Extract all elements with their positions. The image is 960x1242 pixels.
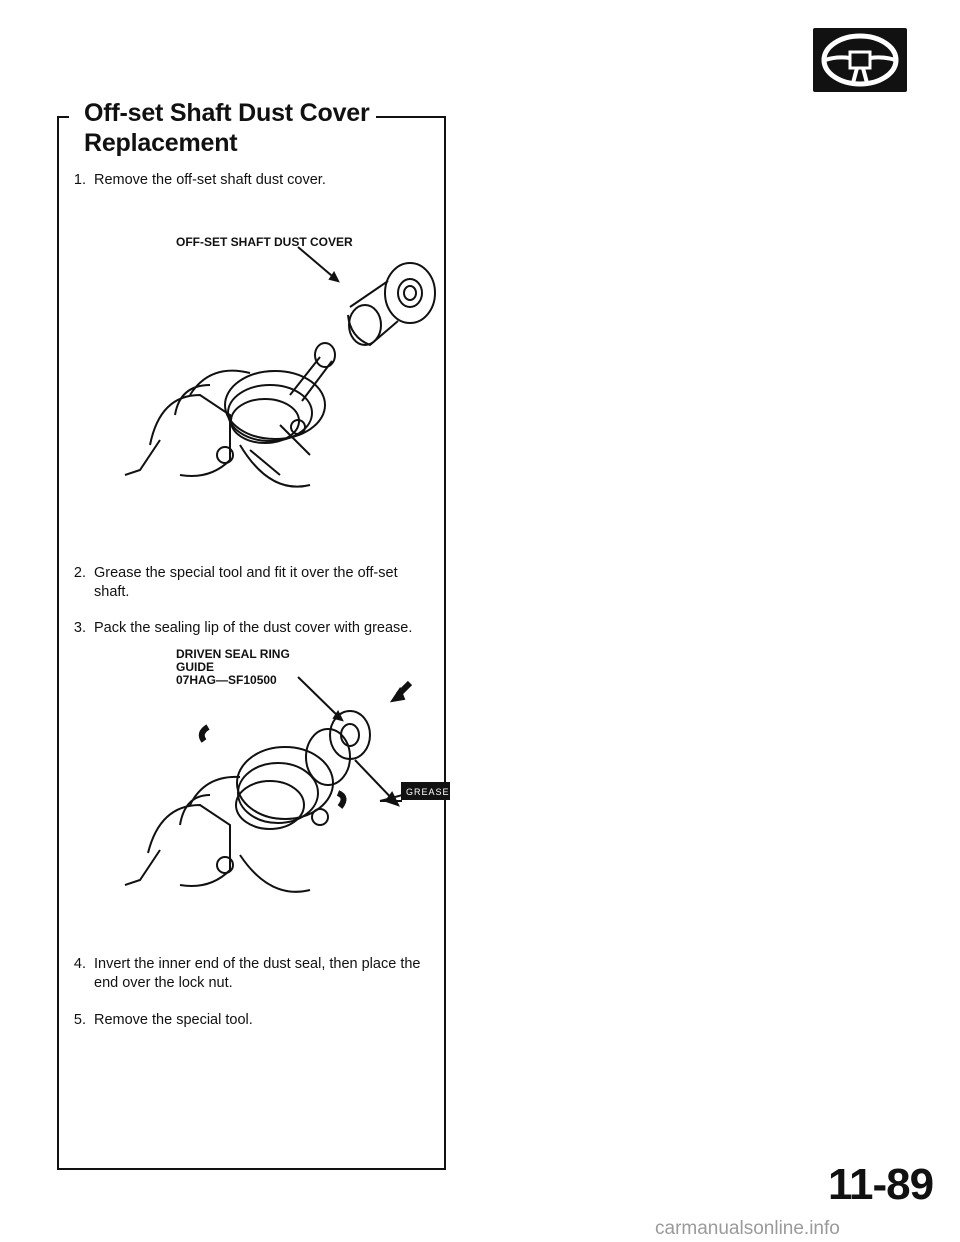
step-2	[62, 564, 447, 604]
frame-top-line-left	[57, 116, 69, 118]
section-title	[84, 98, 376, 158]
step-number: 1.	[73, 172, 86, 188]
callout-line-1: DRIVEN SEAL RING	[176, 647, 290, 661]
step-text: Remove the off-set shaft dust cover.	[94, 172, 326, 188]
step-text-line-2: end over the lock nut.	[94, 975, 233, 991]
step-text: Remove the special tool.	[94, 1012, 253, 1028]
step-1	[62, 171, 442, 191]
step-number: 5.	[73, 1012, 86, 1028]
step-4	[62, 955, 447, 995]
watermark: carmanualsonline.info	[655, 1218, 840, 1239]
callout-dust-cover: OFF-SET SHAFT DUST COVER	[176, 235, 353, 249]
step-text-line-2: shaft.	[94, 584, 130, 600]
page-number: 11-89	[828, 1160, 934, 1209]
steering-wheel-icon	[813, 28, 907, 92]
callout-line-2: GUIDE	[176, 660, 215, 674]
step-5	[62, 1011, 447, 1031]
callout-line-3: 07HAG—SF10500	[176, 673, 277, 687]
step-number: 2.	[73, 565, 86, 581]
title-line-1: Off-set Shaft Dust Cover	[84, 99, 370, 127]
step-text: Pack the sealing lip of the dust cover with grease.	[94, 620, 413, 636]
step-text-line-1: Grease the special tool and fit it over the off-set	[94, 565, 398, 581]
figure-special-tool-grease	[80, 665, 450, 895]
step-text-line-1: Invert the inner end of the dust seal, then place the	[94, 956, 421, 972]
grease-label: GREASE	[406, 787, 450, 797]
step-3	[62, 619, 447, 639]
step-number: 4.	[73, 956, 86, 972]
title-line-2: Replacement	[84, 129, 238, 157]
step-number: 3.	[73, 620, 86, 636]
figure-dust-cover-removal	[80, 245, 440, 505]
